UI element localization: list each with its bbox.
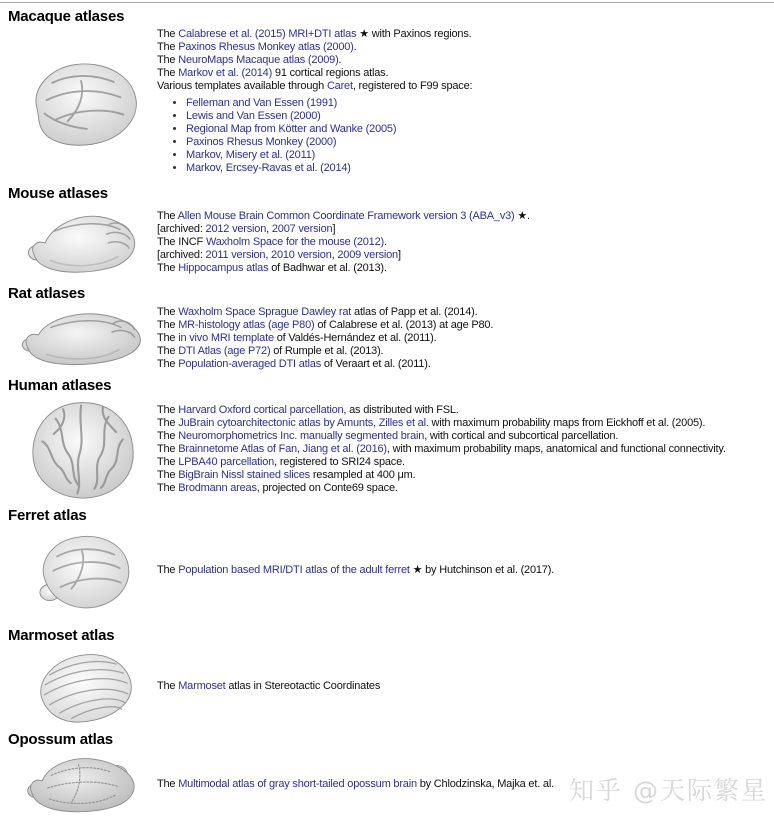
text-segment: The	[157, 358, 179, 370]
human-brain-image	[8, 396, 157, 502]
marmoset-brain-image	[8, 646, 157, 726]
watermark: 知乎 @天际繁星	[569, 776, 768, 805]
atlas-link[interactable]: BigBrain Nissl stained slices	[178, 469, 310, 481]
atlas-line	[157, 456, 766, 468]
ferret-brain-image	[8, 526, 157, 614]
opossum-brain-image	[8, 750, 157, 818]
atlas-link[interactable]: 2012 version	[205, 223, 267, 235]
top-divider	[0, 2, 774, 3]
text-segment: , as distributed with FSL.	[343, 404, 459, 416]
atlas-link[interactable]: MR-histology atlas (age P80)	[178, 319, 315, 331]
atlas-link[interactable]: Paxinos Rhesus Monkey atlas (2000)	[178, 41, 354, 53]
atlas-link[interactable]: Neuromorphometrics Inc. manually segmented brain	[178, 430, 425, 442]
text-segment: by Chlodzinska, Majka et. al.	[416, 778, 554, 790]
text-segment: The	[157, 564, 179, 576]
template-list-item	[186, 123, 766, 136]
atlas-link[interactable]: LPBA40 parcellation	[178, 456, 275, 468]
text-segment: The	[157, 430, 179, 442]
atlas-link[interactable]: DTI Atlas (age P72)	[178, 345, 271, 357]
text-segment: of Valdés-Hernández et al. (2011).	[273, 332, 437, 344]
atlas-link[interactable]: 2009 version	[337, 249, 398, 261]
atlas-section-marmoset	[8, 627, 766, 726]
atlas-link[interactable]: Brodmann areas	[178, 482, 257, 494]
text-segment: .	[383, 236, 387, 248]
text-segment: , with cortical and subcortical parcellation.	[424, 430, 619, 442]
atlas-line	[157, 210, 766, 222]
atlas-line	[157, 319, 766, 331]
text-segment: .	[338, 54, 342, 66]
atlas-link[interactable]: 2011 version	[205, 249, 266, 261]
text-segment: , projected on Conte69 space.	[256, 482, 398, 494]
text-segment: ]	[332, 223, 336, 235]
atlas-link[interactable]: Calabrese et al. (2015) MRI+DTI atlas	[178, 28, 357, 40]
text-segment: ]	[397, 249, 401, 261]
rat-brain-image	[8, 304, 157, 372]
text-segment: ★ by Hutchinson et al. (2017).	[409, 564, 555, 576]
template-list-item	[186, 149, 766, 162]
text-segment: ,	[265, 249, 272, 261]
atlas-line	[157, 236, 766, 248]
section-heading-opossum: Opossum atlas	[8, 731, 113, 748]
atlas-link[interactable]: Markov, Misery et al. (2011)	[186, 149, 316, 161]
text-segment: Various templates available through	[157, 80, 327, 92]
atlas-line	[157, 28, 766, 40]
text-segment: The INCF	[157, 236, 206, 248]
atlas-line	[157, 430, 766, 442]
atlas-link[interactable]: Population based MRI/DTI atlas of the adult ferret	[178, 564, 410, 576]
text-segment: The	[157, 262, 179, 274]
text-segment: 91 cortical regions atlas.	[272, 67, 389, 79]
text-segment: of Badhwar et al. (2013).	[268, 262, 387, 274]
text-segment: The	[157, 210, 178, 222]
text-segment: resampled at 400 μm.	[309, 469, 416, 481]
section-heading-ferret: Ferret atlas	[8, 507, 87, 524]
text-segment: The	[157, 680, 179, 692]
atlas-line	[157, 680, 766, 692]
atlas-line	[157, 404, 766, 416]
text-segment: The	[157, 778, 179, 790]
text-segment: The	[157, 319, 179, 331]
atlas-link[interactable]: 2007 version	[271, 223, 333, 235]
text-segment: atlas in Stereotactic Coordinates	[225, 680, 381, 692]
text-segment: The	[157, 482, 179, 494]
atlas-link[interactable]: Regional Map from Kötter and Wanke (2005)	[186, 123, 397, 135]
atlas-link[interactable]: Waxholm Space Sprague Dawley rat	[178, 306, 352, 318]
atlas-link[interactable]: NeuroMaps Macaque atlas (2009)	[178, 54, 339, 66]
text-segment: The	[157, 417, 179, 429]
atlas-line	[157, 443, 766, 455]
atlas-line	[157, 469, 766, 481]
atlas-link[interactable]: Population-averaged DTI atlas	[178, 358, 322, 370]
atlas-section-rat	[8, 285, 766, 372]
atlas-section-mouse	[8, 185, 766, 280]
text-segment: The	[157, 28, 179, 40]
text-segment: , registered to SRI24 space.	[274, 456, 405, 468]
atlas-line	[157, 223, 766, 235]
atlas-link[interactable]: in vivo MRI template	[178, 332, 274, 344]
atlas-link[interactable]: Paxinos Rhesus Monkey (2000)	[186, 136, 337, 148]
atlas-link[interactable]: Waxholm Space for the mouse (2012)	[205, 236, 384, 248]
text-segment: The	[157, 404, 179, 416]
atlas-line	[157, 332, 766, 344]
text-segment: of Rumple et al. (2013).	[270, 345, 384, 357]
atlas-line	[157, 41, 766, 53]
atlas-line	[157, 249, 766, 261]
text-segment: The	[157, 306, 179, 318]
text-segment: of Veraart et al. (2011).	[321, 358, 431, 370]
template-list-item	[186, 136, 766, 149]
caret-template-list	[157, 97, 766, 175]
atlas-line	[157, 358, 766, 370]
text-segment: The	[157, 456, 179, 468]
text-segment: .	[353, 41, 357, 53]
atlas-link[interactable]: Markov, Ercsey-Ravas et al. (2014)	[186, 162, 351, 174]
atlas-link[interactable]: Marmoset	[178, 680, 226, 692]
atlas-line	[157, 345, 766, 357]
text-segment: [archived:	[157, 223, 206, 235]
atlas-link[interactable]: Felleman and Van Essen (1991)	[186, 97, 338, 109]
atlas-link[interactable]: Hippocampus atlas	[178, 262, 269, 274]
atlas-section-human	[8, 377, 766, 502]
text-segment: ★ with Paxinos regions.	[356, 28, 472, 40]
atlas-link[interactable]: 2010 version	[271, 249, 332, 261]
atlas-link[interactable]: Harvard Oxford cortical parcellation	[178, 404, 344, 416]
atlas-section-ferret	[8, 507, 766, 614]
text-segment: of Calabrese et al. (2013) at age P80.	[314, 319, 494, 331]
atlas-link[interactable]: Brainnetome Atlas of Fan, Jiang et al. (2016)	[178, 443, 387, 455]
text-segment: ,	[266, 223, 272, 235]
section-heading-rat: Rat atlases	[8, 285, 86, 302]
atlas-line	[157, 67, 766, 79]
text-segment: The	[157, 469, 179, 481]
mouse-brain-image	[8, 204, 157, 280]
text-segment: The	[157, 332, 179, 344]
text-segment: The	[157, 54, 179, 66]
template-list-item	[186, 110, 766, 123]
atlas-link[interactable]: Lewis and Van Essen (2000)	[186, 110, 321, 122]
atlas-line	[157, 54, 766, 66]
text-segment: ,	[331, 249, 338, 261]
text-segment: , with maximum probability maps, anatomical and functional connectivity.	[386, 443, 726, 455]
atlas-link[interactable]: JuBrain cytoarchitectonic atlas by Amunts, Zilles et al.	[178, 417, 429, 429]
text-segment: The	[157, 345, 179, 357]
macaque-brain-image	[8, 56, 157, 152]
text-segment: ★.	[514, 210, 530, 222]
atlas-link[interactable]: Markov et al. (2014)	[178, 67, 273, 79]
section-heading-mouse: Mouse atlases	[8, 185, 108, 202]
section-heading-macaque: Macaque atlases	[8, 8, 125, 25]
atlas-line	[157, 482, 766, 494]
atlas-section-macaque	[8, 8, 766, 180]
text-segment: The	[157, 41, 179, 53]
text-segment: with maximum probability maps from Eickhoff et al. (2005).	[428, 417, 706, 429]
text-segment: The	[157, 443, 179, 455]
template-list-item	[186, 97, 766, 110]
section-heading-marmoset: Marmoset atlas	[8, 627, 115, 644]
atlas-line	[157, 417, 766, 429]
section-heading-human: Human atlases	[8, 377, 112, 394]
atlas-line	[157, 306, 766, 318]
text-segment: , registered to F99 space:	[352, 80, 473, 92]
atlas-line	[157, 262, 766, 274]
text-segment: atlas of Papp et al. (2014).	[351, 306, 478, 318]
atlas-line	[157, 564, 766, 576]
atlas-line	[157, 80, 766, 92]
template-list-item	[186, 162, 766, 175]
text-segment: [archived:	[157, 249, 206, 261]
atlas-link[interactable]: Multimodal atlas of gray short-tailed opossum brain	[178, 778, 417, 790]
text-segment: The	[157, 67, 179, 79]
atlas-link[interactable]: Caret	[326, 80, 353, 92]
atlas-link[interactable]: Allen Mouse Brain Common Coordinate Framework version 3 (ABA_v3)	[177, 210, 515, 222]
sections-container	[8, 8, 766, 818]
